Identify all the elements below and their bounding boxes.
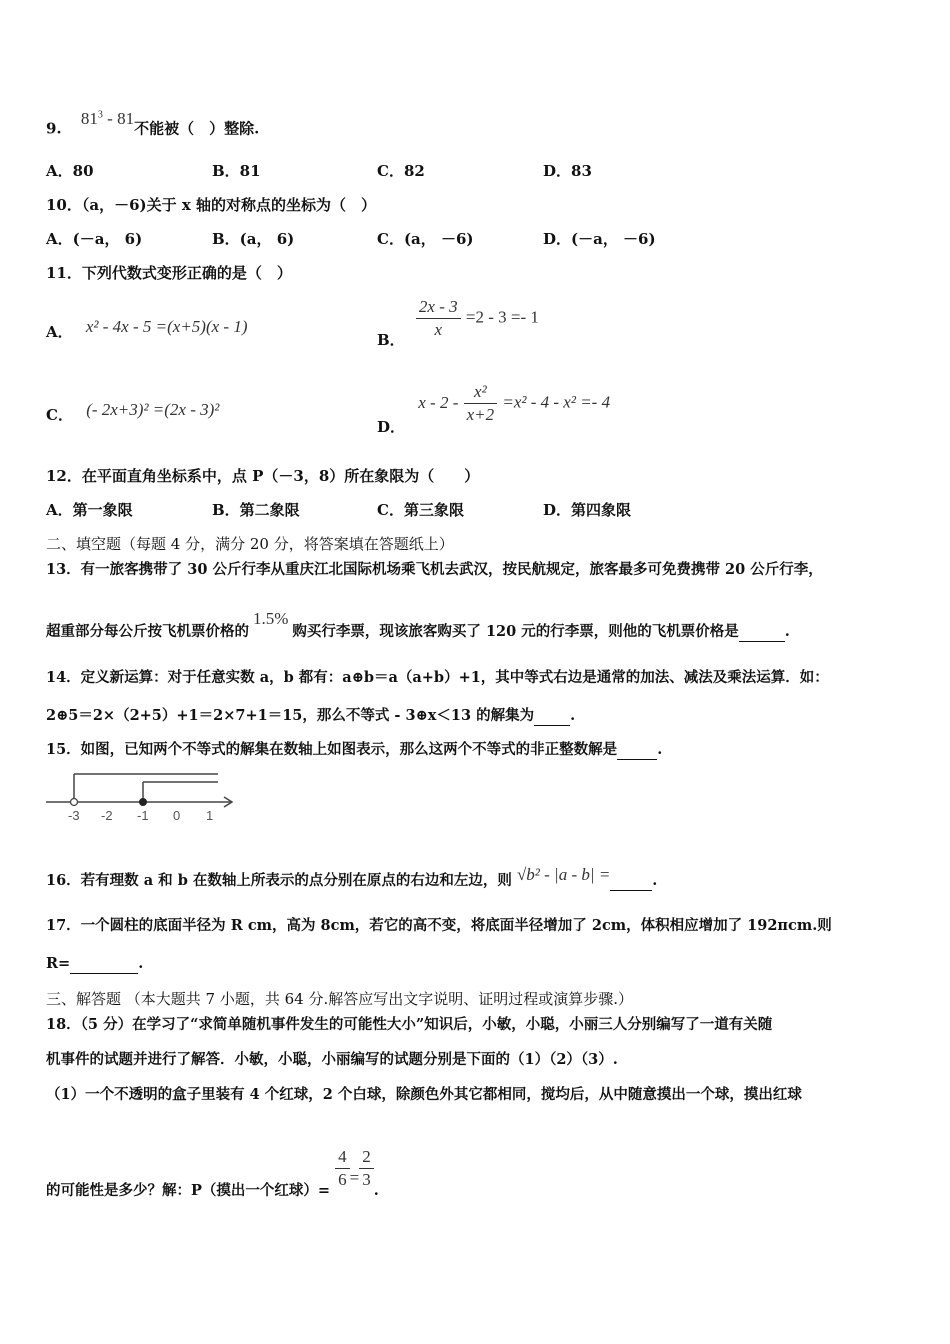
q11-d-fraction: $\frac{\text{x²}}{x+2}$ (464, 381, 498, 426)
q14-line-2: 2⊕5＝2×（2+5）+1＝2×7+1＝15，那么不等式 - 3⊕x＜13 的解集为 . (46, 707, 576, 724)
closed-point-minus-1 (140, 799, 147, 806)
q12-option-a[interactable]: A．第一象限 (46, 501, 133, 519)
section-2-heading: 二、填空题（每题 4 分，满分 20 分，将答案填在答题纸上） (46, 535, 454, 553)
q13-answer-blank[interactable] (739, 641, 785, 642)
q9-text: 不能被（ ）整除. (134, 119, 260, 138)
tick-label-minus-1: -1 (137, 808, 149, 823)
q16-question: 16．若有理数 a 和 b 在数轴上所表示的点分别在原点的右边和左边，则 √b² - |a - b| = . (46, 865, 658, 889)
q10-question: 10．（a，－6)关于 x 轴的对称点的坐标为（ ） (46, 196, 377, 214)
q13-line-1: 13．有一旅客携带了 30 公斤行李从重庆江北国际机场乘飞机去武汉，按民航规定，旅客最多可免费携带 20 公斤行李， (46, 561, 823, 578)
q11-option-d[interactable]: D． x - 2 - $\frac{\text{x²}}{x+2}$ =x² - 4 - x² =- 4 (377, 382, 611, 436)
q17-line-2: R= . (46, 955, 144, 972)
q9-option-d[interactable]: D．83 (543, 162, 592, 180)
q15-question: 15．如图，已知两个不等式的解集在数轴上如图表示，那么这两个不等式的非正整数解是 . (46, 741, 663, 758)
q10-option-c[interactable]: C．(a， －6) (377, 230, 474, 248)
q12-option-d[interactable]: D．第四象限 (543, 501, 632, 519)
q16-expression: √b² - |a - b| = (516, 865, 611, 884)
q9-option-a[interactable]: A．80 (46, 162, 94, 180)
q18-line-2: 机事件的试题并进行了解答．小敏，小聪，小丽编写的试题分别是下面的（1）（2）（3）. (46, 1051, 618, 1068)
q10-option-d[interactable]: D．(－a， －6) (543, 230, 656, 248)
q18-fraction-4-6: $\frac{4}{6}$ (335, 1146, 350, 1191)
q18-line-4: 的可能性是多少？解：P（摸出一个红球）= $\frac{4}{6}$ = $\frac{2}{3}$ . (46, 1147, 379, 1199)
q16-answer-blank[interactable] (610, 890, 652, 891)
q14-line-1: 14．定义新运算：对于任意实数 a，b 都有：a⊕b＝a（a+b）+1，其中等式右边是通常的加法、减法及乘法运算．如： (46, 669, 829, 686)
tick-label-minus-2: -2 (101, 808, 113, 823)
q9-expression: $81^3 - 81$ (80, 108, 135, 128)
open-point-minus-3 (71, 799, 78, 806)
q11-a-expression: x² - 4x - 5 =(x+5)(x - 1) (85, 317, 248, 336)
q14-answer-blank[interactable] (534, 725, 570, 726)
q12-option-b[interactable]: B．第二象限 (212, 501, 300, 519)
q11-question: 11．下列代数式变形正确的是（ ） (46, 264, 292, 282)
q18-line-3: （1）一个不透明的盒子里装有 4 个红球，2 个白球，除颜色外其它都相同，搅均后，从中随意摸出一个球，摸出红球 (46, 1086, 802, 1103)
number-line-svg (40, 768, 240, 828)
q15-answer-blank[interactable] (617, 759, 657, 760)
q11-c-expression: (- 2x+3)² =(2x - 3)² (86, 400, 220, 419)
q9-option-b[interactable]: B．81 (212, 162, 261, 180)
q11-b-fraction: $\frac{2x - 3}{x}$ (416, 296, 461, 341)
q9-line (46, 108, 260, 139)
tick-label-minus-3: -3 (68, 808, 80, 823)
q15-number-line-figure (40, 768, 240, 828)
q13-line-2: 超重部分每公斤按飞机票价格的1.5%购买行李票，现该旅客购买了 120 元的行李票，则他的飞机票价格是 . (46, 609, 790, 640)
q17-line-1: 17．一个圆柱的底面半径为 R cm，高为 8cm，若它的高不变，将底面半径增加了 2cm，体积相应增加了 192πcm.则 (46, 917, 832, 934)
tick-label-1: 1 (206, 808, 214, 823)
q9-option-c[interactable]: C．82 (377, 162, 425, 180)
section-3-heading: 三、解答题 （本大题共 7 小题，共 64 分.解答应写出文字说明、证明过程或演算步骤.） (46, 990, 634, 1008)
q13-percent: 1.5% (253, 609, 289, 628)
q10-option-a[interactable]: A．(－a， 6) (46, 230, 143, 248)
q18-line-1: 18．（5 分）在学习了“求简单随机事件发生的可能性大小”知识后，小敏，小聪，小丽三人分别编写了一道有关随 (46, 1016, 773, 1033)
q10-option-b[interactable]: B．(a， 6) (212, 230, 295, 248)
q11-option-a[interactable]: A． x² - 4x - 5 =(x+5)(x - 1) (46, 317, 248, 341)
q17-answer-blank[interactable] (70, 973, 138, 974)
q11-option-b[interactable]: B． $\frac{2x - 3}{x}$ =2 - 3 =- 1 (377, 297, 539, 349)
tick-label-0: 0 (173, 808, 181, 823)
q12-option-c[interactable]: C．第三象限 (377, 501, 464, 519)
q18-fraction-2-3: $\frac{2}{3}$ (359, 1146, 374, 1191)
q11-option-c[interactable]: C． (- 2x+3)² =(2x - 3)² (46, 400, 220, 424)
q9-number: 9. (46, 119, 62, 138)
q12-question: 12．在平面直角坐标系中，点 P（－3，8）所在象限为（ ） (46, 467, 480, 485)
